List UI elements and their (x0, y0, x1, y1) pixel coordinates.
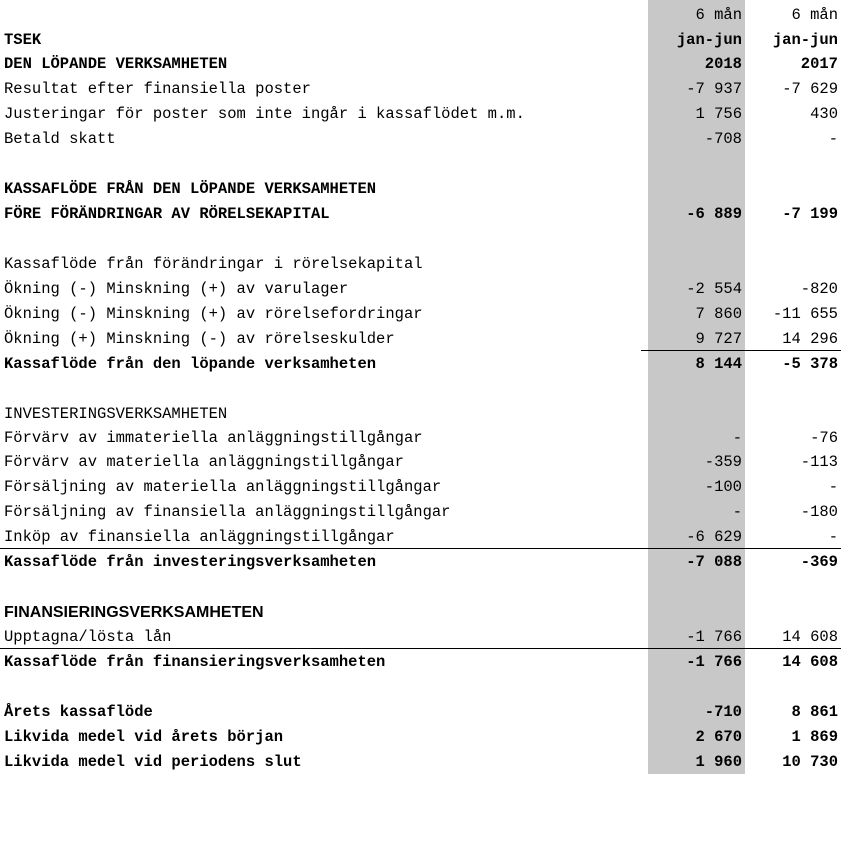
subtotal-rule (0, 548, 841, 549)
table-row (0, 500, 841, 525)
currency-label: TSEK (4, 31, 42, 49)
row-label: Ökning (-) Minskning (+) av varulager (4, 280, 349, 298)
value-2018: -100 (704, 478, 742, 496)
value-2018: 1 756 (695, 105, 742, 123)
section-heading (0, 252, 841, 277)
year-2018: 2018 (704, 55, 742, 73)
value-2017: - (828, 478, 838, 496)
row-label: Förvärv av materiella anläggningstillgångar (4, 453, 404, 471)
subtotal-row (0, 650, 841, 675)
header-section-row (0, 52, 841, 77)
row-label: Likvida medel vid årets början (4, 728, 284, 746)
value-2017: 430 (810, 105, 838, 123)
value-2017: 10 730 (782, 753, 838, 771)
row-label: Ökning (+) Minskning (-) av rörelseskulder (4, 330, 395, 348)
row-label: KASSAFLÖDE FRÅN DEN LÖPANDE VERKSAMHETEN (4, 180, 377, 198)
row-label: Förvärv av immateriella anläggningstillgångar (4, 429, 423, 447)
row-label: Justeringar för poster som inte ingår i kassaflödet m.m. (4, 105, 525, 123)
period-2018: 6 mån (695, 6, 742, 24)
value-2018: 9 727 (695, 330, 742, 348)
table-row (0, 77, 841, 102)
subtotal-rule (641, 350, 841, 351)
section-title: DEN LÖPANDE VERKSAMHETEN (4, 55, 228, 73)
subtotal-row (0, 202, 841, 227)
value-2018: 7 860 (695, 305, 742, 323)
row-label: Upptagna/lösta lån (4, 628, 172, 646)
value-2018: -710 (704, 703, 742, 721)
value-2017: -7 199 (782, 205, 838, 223)
value-2017: -369 (800, 553, 838, 571)
section-heading (0, 600, 841, 625)
value-2017: -113 (800, 453, 838, 471)
row-label: Kassaflöde från förändringar i rörelsekapital (4, 255, 423, 273)
row-label: Kassaflöde från finansieringsverksamheten (4, 653, 386, 671)
value-2017: -820 (800, 280, 838, 298)
value-2018: - (732, 503, 742, 521)
table-row (0, 327, 841, 352)
row-label: Årets kassaflöde (4, 703, 153, 721)
value-2018: -1 766 (686, 653, 742, 671)
section-heading (0, 402, 841, 427)
subtotal-row (0, 352, 841, 377)
row-label: INVESTERINGSVERKSAMHETEN (4, 405, 228, 423)
table-row (0, 426, 841, 451)
table-row (0, 525, 841, 550)
table-row (0, 450, 841, 475)
value-2018: -7 088 (686, 553, 742, 571)
value-2017: - (828, 130, 838, 148)
row-label: Försäljning av materiella anläggningstillgångar (4, 478, 442, 496)
row-label: Ökning (-) Minskning (+) av rörelsefordringar (4, 305, 423, 323)
row-label: FÖRE FÖRÄNDRINGAR AV RÖRELSEKAPITAL (4, 205, 330, 223)
range-2018: jan-jun (676, 31, 742, 49)
value-2017: 8 861 (791, 703, 838, 721)
value-2018: -7 937 (686, 80, 742, 98)
row-label: Betald skatt (4, 130, 116, 148)
value-2018: -1 766 (686, 628, 742, 646)
value-2017: -5 378 (782, 355, 838, 373)
period-2017: 6 mån (791, 6, 838, 24)
value-2017: 14 608 (782, 653, 838, 671)
value-2018: 8 144 (695, 355, 742, 373)
row-label: Resultat efter finansiella poster (4, 80, 311, 98)
value-2018: -708 (704, 130, 742, 148)
row-label: Försäljning av finansiella anläggningstillgångar (4, 503, 451, 521)
value-2018: -6 889 (686, 205, 742, 223)
table-row (0, 127, 841, 152)
total-row (0, 700, 841, 725)
value-2017: -7 629 (782, 80, 838, 98)
subtotal-row (0, 550, 841, 575)
row-label: Inköp av finansiella anläggningstillgångar (4, 528, 395, 546)
table-row (0, 277, 841, 302)
value-2018: - (732, 429, 742, 447)
section-heading (0, 177, 841, 202)
value-2017: -11 655 (772, 305, 838, 323)
row-label: Kassaflöde från investeringsverksamheten (4, 553, 377, 571)
row-label: Kassaflöde från den löpande verksamheten (4, 355, 377, 373)
header-currency-row (0, 28, 841, 53)
year-2017: 2017 (800, 55, 838, 73)
row-label: FINANSIERINGSVERKSAMHETEN (4, 604, 264, 621)
value-2017: -76 (810, 429, 838, 447)
value-2018: 1 960 (695, 753, 742, 771)
header-period-row (0, 3, 841, 28)
value-2017: 14 296 (782, 330, 838, 348)
value-2017: 1 869 (791, 728, 838, 746)
value-2017: - (828, 528, 838, 546)
table-row (0, 475, 841, 500)
value-2018: -6 629 (686, 528, 742, 546)
total-row (0, 750, 841, 775)
value-2018: 2 670 (695, 728, 742, 746)
table-row (0, 625, 841, 650)
row-label: Likvida medel vid periodens slut (4, 753, 302, 771)
subtotal-rule (0, 648, 841, 649)
range-2017: jan-jun (772, 31, 838, 49)
value-2017: -180 (800, 503, 838, 521)
value-2018: -2 554 (686, 280, 742, 298)
value-2017: 14 608 (782, 628, 838, 646)
total-row (0, 725, 841, 750)
table-row (0, 302, 841, 327)
table-row (0, 102, 841, 127)
value-2018: -359 (704, 453, 742, 471)
